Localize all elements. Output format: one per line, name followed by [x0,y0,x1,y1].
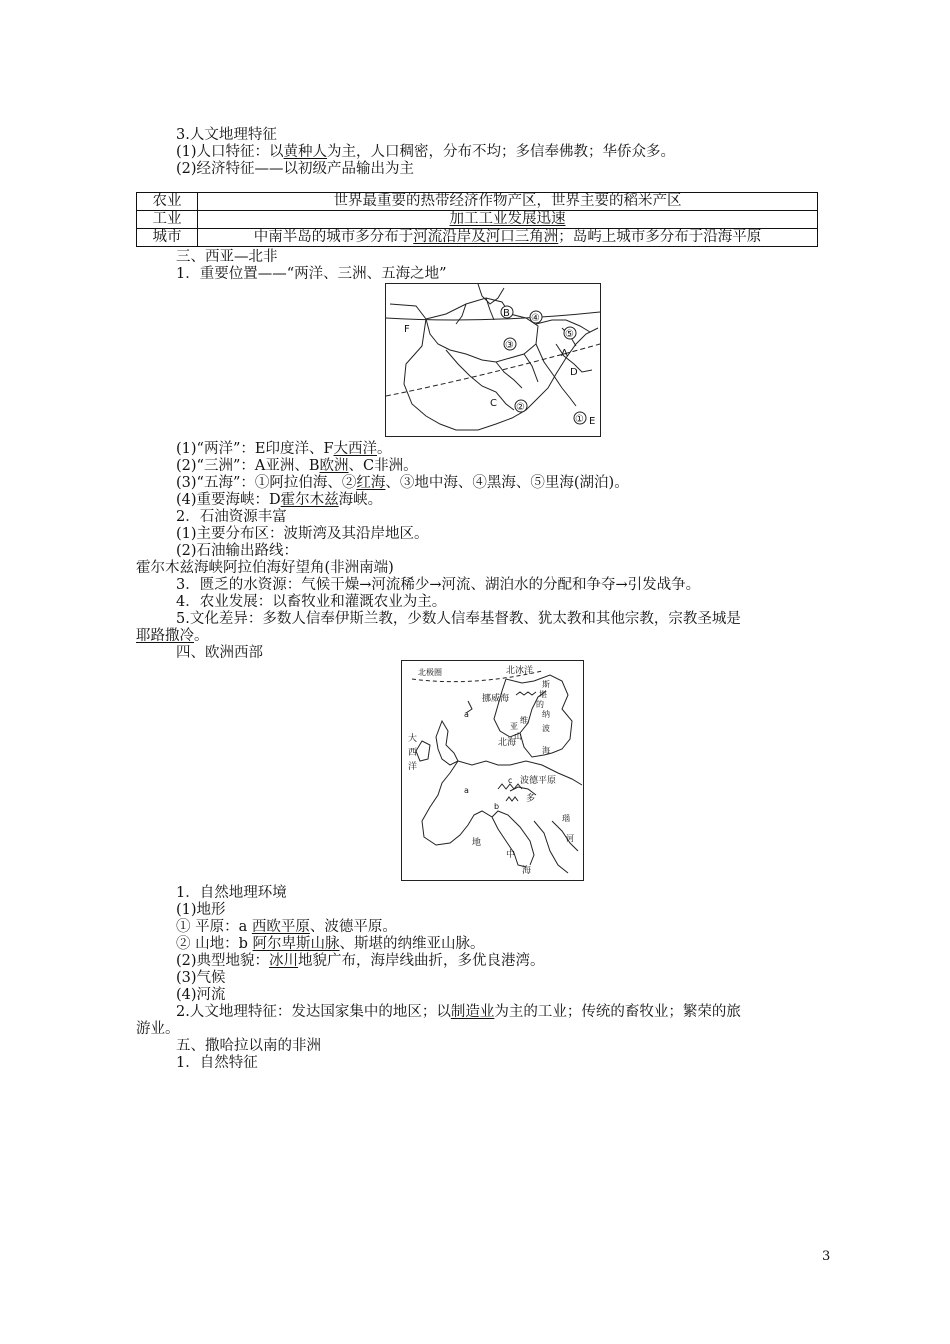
map-label-scandinavia-3: 的 [536,700,544,709]
section-heading-sub-saharan-africa: 五、撒哈拉以南的非洲 [176,1038,321,1054]
strait-line: (4)重要海峡：D霍尔木兹海峡。 [176,492,383,508]
population-line: (1)人口特征：以黄种人为主，人口稠密，分布不均；多信奉佛教；华侨众多。 [176,144,676,160]
section-title-human-geography: 3.人文地理特征 [176,127,277,143]
table-cell-key: 工业 [137,211,198,229]
map-label-med-3: 海 [522,866,532,876]
oil-route-line: (2)石油输出路线： [176,543,299,559]
section-heading-western-europe: 四、欧洲西部 [176,645,263,661]
table-row [137,193,818,211]
two-oceans-line: (1)“两洋”：E印度洋、F大西洋。 [176,441,392,457]
map-label-north-sea: 北海 [498,738,517,748]
agriculture-line: 4．农业发展：以畜牧业和灌溉农业为主。 [176,594,447,610]
oil-route-detail: 霍尔木兹海峡阿拉伯海好望角(非洲南端) [136,560,394,576]
map-label-circle-5: ⑤ [565,329,574,340]
human-geo-line: 2.人文地理特征：发达国家集中的地区；以制造业为主的工业；传统的畜牧业；繁荣的旅 [176,1004,741,1020]
map-label-north-german-plain: 波德平原 [520,776,557,786]
map-label-circle-3: ③ [505,340,514,351]
answer-alps: 阿尔卑斯山脉 [252,936,340,952]
oil-title: 2．石油资源丰富 [176,509,287,525]
map-label-A: A [561,348,568,359]
map-label-norwegian-sea: 挪威海 [482,694,510,704]
landform-line: (1)地形 [176,902,226,918]
western-europe-map [401,660,584,881]
five-seas-line: (3)“五海”：①阿拉伯海、②红海、③地中海、④黑海、⑤里海(湖泊)。 [176,475,629,491]
table-cell-key: 农业 [137,193,198,211]
answer-manufacturing: 制造业 [450,1004,495,1020]
map-label-D: D [570,367,578,378]
answer-glacier: 冰川 [269,953,299,969]
culture-line-cont: 耶路撒冷。 [136,628,209,644]
west-asia-north-africa-map [385,283,601,437]
plain-line: ① 平原：a 西欧平原、波德平原。 [176,919,397,935]
map-label-C: C [490,398,497,409]
map-label-baltic-2: 海 [542,746,550,755]
typical-landform-line: (2)典型地貌：冰川地貌广布，海岸线曲折，多优良港湾。 [176,953,545,969]
answer-west-european-plain: 西欧平原 [251,919,310,935]
map-label-atlantic-3: 洋 [408,762,418,772]
economy-line: (2)经济特征——以初级产品输出为主 [176,161,415,177]
table-cell-key: 城市 [137,229,198,247]
water-resource-line: 3．匮乏的水资源：气候干燥→河流稀少→河流、湖泊水的分配和争夺→引发战争。 [176,577,701,593]
table-cell-value: 加工工业发展迅速 [198,211,818,229]
map-label-c: c [508,776,513,785]
map-label-arctic-circle: 北极圈 [418,668,442,677]
table-row [137,211,818,229]
answer-atlantic: 大西洋 [333,441,378,457]
three-continents-line: (2)“三洲”：A亚洲、B欧洲、C非洲。 [176,458,418,474]
map-label-danube-1: 多 [526,794,536,804]
map-label-b: b [494,802,500,811]
map-label-med-1: 地 [472,838,482,848]
map-label-baltic-1: 波 [542,724,550,733]
oil-distribution-line: (1)主要分布区：波斯湾及其沿岸地区。 [176,526,429,542]
map-label-B: B [503,308,510,319]
section-heading-west-asia: 三、西亚—北非 [176,249,278,265]
map-label-E: E [589,416,596,427]
map-label-danube-2: 瑙 [562,814,570,823]
table-cell-value: 世界最重要的热带经济作物产区，世界主要的稻米产区 [198,193,818,211]
map-label-circle-2: ② [516,402,525,413]
map-label-a: a [464,710,469,719]
map-label-atlantic-2: 西 [408,748,418,758]
human-geo-line-cont: 游业。 [136,1021,180,1037]
map-label-atlantic-1: 大 [408,734,418,744]
map-label-scandinavia-1: 斯 [542,680,550,689]
answer-hormuz: 霍尔木兹 [280,492,339,508]
answer-jerusalem: 耶路撒冷 [136,628,194,644]
map-label-arctic-ocean: 北冰洋 [506,666,534,676]
map-label-circle-4: ④ [531,313,540,324]
table-cell-value: 中南半岛的城市多分布于河流沿岸及河口三角洲；岛屿上城市多分布于沿海平原 [198,229,818,247]
table-row [137,229,818,247]
map-label-scandinavia-4: 纳 [542,710,550,719]
map-label-scandinavia-2: 堪 [539,690,547,699]
natural-env-title: 1．自然地理环境 [176,885,287,901]
map-label-scandinavia-6: 亚 [510,722,518,731]
answer-yellow-race: 黄种人 [283,144,328,160]
africa-natural-features-line: 1．自然特征 [176,1055,258,1071]
economy-table [136,192,818,247]
map-label-danube-3: 河 [566,834,574,843]
answer-red-sea: 红海 [356,475,386,491]
map-label-F: F [404,324,410,335]
map-label-med-2: 中 [506,850,516,860]
answer-europe: 欧洲 [319,458,349,474]
river-line: (4)河流 [176,987,226,1003]
answer-river-delta: 河流沿岸及河口三角洲 [413,229,559,245]
important-location-line: 1．重要位置——“两洋、三洲、五海之地” [176,266,447,282]
map-label-scandinavia-7: 山 [514,732,522,741]
mountain-line: ② 山地：b 阿尔卑斯山脉、斯堪的纳维亚山脉。 [176,936,485,952]
map-label-scandinavia-5: 维 [520,716,528,725]
culture-line: 5.文化差异：多数人信奉伊斯兰教，少数人信奉基督教、犹太教和其他宗教，宗教圣城是 [176,611,741,627]
climate-line: (3)气候 [176,970,226,986]
page-number: 3 [822,1249,831,1264]
map-label-circle-1: ① [575,414,584,425]
map-label-a-plain: a [464,786,469,795]
